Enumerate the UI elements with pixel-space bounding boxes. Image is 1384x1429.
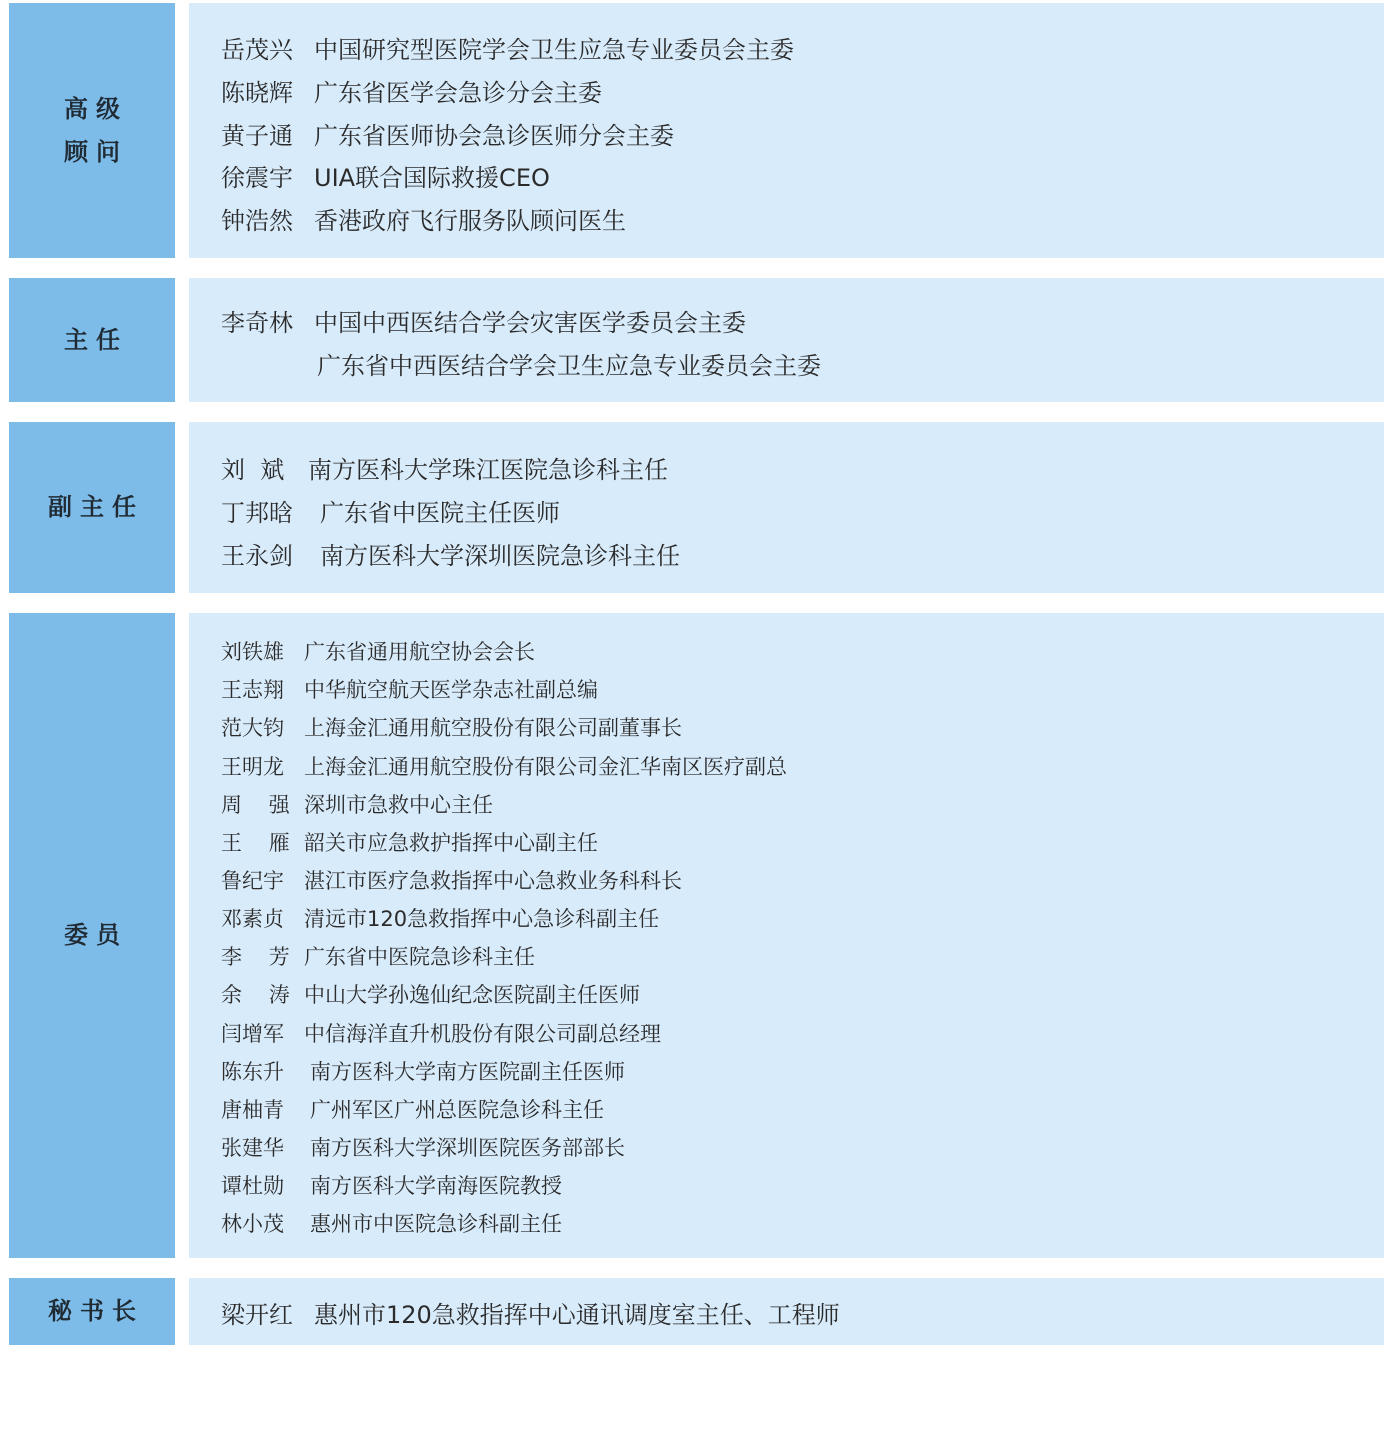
member-name: 刘铁雄 bbox=[221, 640, 284, 664]
section-secretary-general bbox=[9, 1278, 1384, 1345]
member-title: 广东省中医院急诊科主任 bbox=[304, 945, 535, 969]
member-row bbox=[221, 493, 560, 528]
member-title: 香港政府飞行服务队顾问医生 bbox=[314, 207, 626, 235]
section-deputy-directors bbox=[9, 422, 1384, 593]
member-row bbox=[221, 751, 787, 781]
member-name: 李奇林 bbox=[221, 309, 293, 337]
section-content bbox=[189, 422, 1384, 593]
member-title: 惠州市120急救指挥中心通讯调度室主任、工程师 bbox=[314, 1301, 840, 1329]
member-row bbox=[221, 789, 493, 819]
member-title: 南方医科大学珠江医院急诊科主任 bbox=[308, 456, 668, 484]
section-content bbox=[189, 278, 1384, 402]
member-title: 广东省中西医结合学会卫生应急专业委员会主委 bbox=[317, 352, 821, 380]
member-name: 钟浩然 bbox=[221, 207, 293, 235]
member-name: 黄子通 bbox=[221, 122, 293, 150]
section-label-cell bbox=[9, 613, 175, 1258]
member-row bbox=[221, 450, 668, 485]
section-label-cell bbox=[9, 1278, 175, 1345]
member-row bbox=[221, 303, 746, 338]
member-title: 广东省通用航空协会会长 bbox=[304, 640, 535, 664]
member-name: 谭杜勋 bbox=[221, 1174, 284, 1198]
member-row bbox=[221, 536, 680, 571]
member-row bbox=[221, 73, 602, 108]
member-row bbox=[221, 1018, 661, 1048]
member-name: 梁开红 bbox=[221, 1301, 293, 1329]
member-name: 陈晓辉 bbox=[221, 79, 293, 107]
member-title: 广东省医师协会急诊医师分会主委 bbox=[314, 122, 674, 150]
section-director bbox=[9, 278, 1384, 402]
member-name: 鲁纪宇 bbox=[221, 869, 284, 893]
member-row bbox=[221, 1170, 562, 1200]
member-name: 丁邦晗 bbox=[221, 499, 293, 527]
member-name: 张建华 bbox=[221, 1136, 284, 1160]
member-title: 广东省中医院主任医师 bbox=[320, 499, 560, 527]
member-title: 韶关市应急救护指挥中心副主任 bbox=[304, 831, 598, 855]
member-name: 徐震宇 bbox=[221, 164, 293, 192]
member-row bbox=[221, 1295, 840, 1330]
member-title: 深圳市急救中心主任 bbox=[304, 793, 493, 817]
member-title: 中信海洋直升机股份有限公司副总经理 bbox=[304, 1022, 661, 1046]
member-title: 南方医科大学深圳医院医务部部长 bbox=[310, 1136, 625, 1160]
member-title: 中山大学孙逸仙纪念医院副主任医师 bbox=[304, 983, 640, 1007]
member-row bbox=[221, 1056, 625, 1086]
member-name: 邓素贞 bbox=[221, 907, 284, 931]
member-row bbox=[221, 1132, 625, 1162]
member-name: 王 雁 bbox=[221, 831, 290, 855]
member-name: 岳茂兴 bbox=[221, 36, 293, 64]
member-name: 李 芳 bbox=[221, 945, 290, 969]
member-title: 上海金汇通用航空股份有限公司副董事长 bbox=[304, 716, 682, 740]
section-label-cell bbox=[9, 278, 175, 402]
member-title: 上海金汇通用航空股份有限公司金汇华南区医疗副总 bbox=[304, 755, 787, 779]
member-name: 唐柚青 bbox=[221, 1098, 284, 1122]
member-row bbox=[221, 30, 794, 65]
section-label: 副主任 bbox=[48, 493, 144, 521]
member-title: UIA联合国际救援CEO bbox=[314, 164, 550, 192]
member-title: 广东省医学会急诊分会主委 bbox=[314, 79, 602, 107]
member-title: 南方医科大学深圳医院急诊科主任 bbox=[320, 542, 680, 570]
member-row bbox=[221, 1094, 604, 1124]
member-row bbox=[221, 712, 682, 742]
section-members bbox=[9, 613, 1384, 1258]
member-name: 范大钧 bbox=[221, 716, 284, 740]
member-title: 清远市120急救指挥中心急诊科副主任 bbox=[304, 907, 660, 931]
member-name: 王明龙 bbox=[221, 755, 284, 779]
member-name: 陈东升 bbox=[221, 1060, 284, 1084]
section-label: 委员 bbox=[64, 921, 128, 949]
member-title: 广州军区广州总医院急诊科主任 bbox=[310, 1098, 604, 1122]
section-content bbox=[189, 613, 1384, 1258]
member-title: 中国中西医结合学会灾害医学委员会主委 bbox=[314, 309, 746, 337]
member-name: 余 涛 bbox=[221, 983, 290, 1007]
member-row bbox=[221, 865, 682, 895]
member-name: 王志翔 bbox=[221, 678, 284, 702]
member-title: 南方医科大学南方医院副主任医师 bbox=[310, 1060, 625, 1084]
member-row bbox=[221, 116, 674, 151]
member-name: 刘 斌 bbox=[221, 456, 285, 484]
section-label: 主任 bbox=[64, 325, 128, 354]
member-name: 王永剑 bbox=[221, 542, 293, 570]
member-name: 闫增军 bbox=[221, 1022, 284, 1046]
section-label: 高级 顾问 bbox=[64, 94, 128, 166]
section-label-cell bbox=[9, 422, 175, 593]
member-title: 南方医科大学南海医院教授 bbox=[310, 1174, 562, 1198]
member-title: 中国研究型医院学会卫生应急专业委员会主委 bbox=[314, 36, 794, 64]
section-content bbox=[189, 3, 1384, 258]
member-title: 惠州市中医院急诊科副主任 bbox=[310, 1212, 562, 1236]
section-label: 秘书长 bbox=[48, 1297, 144, 1325]
member-title: 湛江市医疗急救指挥中心急救业务科科长 bbox=[304, 869, 682, 893]
member-row bbox=[221, 1208, 562, 1238]
member-title: 中华航空航天医学杂志社副总编 bbox=[304, 678, 598, 702]
section-content bbox=[189, 1278, 1384, 1345]
section-label-cell bbox=[9, 3, 175, 258]
member-row bbox=[221, 674, 598, 704]
member-row bbox=[221, 636, 535, 666]
member-row bbox=[221, 201, 626, 236]
member-name: 周 强 bbox=[221, 793, 290, 817]
member-row bbox=[221, 941, 535, 971]
member-name: 林小茂 bbox=[221, 1212, 284, 1236]
member-row bbox=[221, 903, 660, 933]
member-row bbox=[221, 979, 640, 1009]
member-row bbox=[221, 827, 598, 857]
section-senior-advisors bbox=[9, 3, 1384, 258]
member-row bbox=[221, 158, 550, 193]
